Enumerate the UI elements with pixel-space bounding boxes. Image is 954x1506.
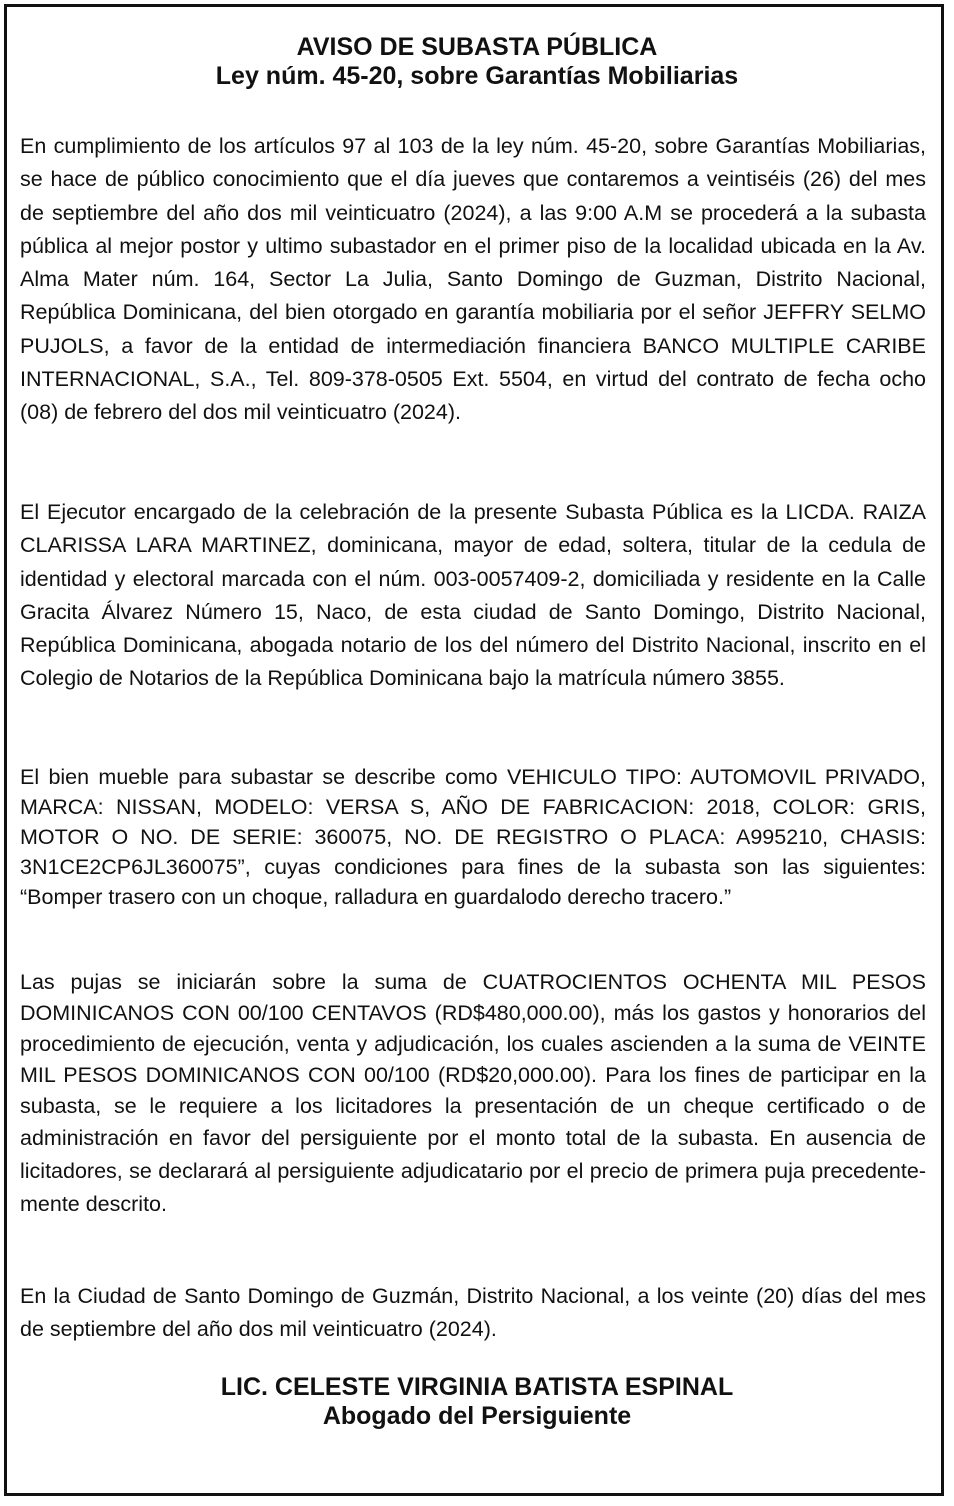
bidding-terms-continuation: del persiguiente por el monto total de la subasta. En ausencia de licitadores, se declarará al persiguiente adjudicatario por el precio de primera puja precedentemente descrito. bbox=[20, 1125, 926, 1217]
signature-role: Abogado del Persiguiente bbox=[322, 1402, 632, 1430]
paragraph-auction-announcement: En cumplimiento de los artículos 97 al 103 de la ley núm. 45-20, sobre Garantías Mobiliarias, se hace de público conocimiento que el día jueves que contaremos a veintiséis (26) del mes de septiembre del año dos mil veinticuatro (2024), a las 9:00 A.M se procederá a la subasta pública al mejor postor y ultimo subastador en el primer piso de la localidad ubicada en la Av. Alma Mater núm. 164, Sector La Julia, Santo Domingo de Guzman, Distrito Nacional, República Dominicana, del bien otorgado en garantía mobiliaria por el señor JEFFRY SELMO PUJOLS, a favor de la entidad de intermediación financiera BANCO MULTIPLE CARIBE INTERNACIONAL, S.A., Tel. 809-378-0505 Ext. 5504, en virtud del contrato de fecha ocho (08) de febrero del dos mil veinticuatro (2024). bbox=[20, 134, 926, 425]
paragraph-vehicle-description: El bien mueble para subastar se describe como VEHICULO TIPO: AUTOMOVIL PRIVADO, MARCA: NISSAN, MODELO: VERSA S, AÑO DE FABRICACION: 2018, COLOR: GRIS, MOTOR O NO. DE SERIE: 360075, NO. DE REGISTRO O PLACA: A995210, CHASIS: 3N1CE2CP6JL360075”, cuyas condiciones para fines de la subasta son las siguientes: “Bomper trasero con un choque, ralladura en guardalodo derecho tracero.” bbox=[20, 765, 926, 909]
signature-name: LIC. CELESTE VIRGINIA BATISTA ESPINAL bbox=[220, 1373, 734, 1401]
signature-block bbox=[0, 1373, 954, 1431]
paragraph-bidding-terms bbox=[20, 967, 926, 1221]
notice-title: AVISO DE SUBASTA PÚBLICA bbox=[296, 33, 658, 61]
notice-subtitle: Ley núm. 45-20, sobre Garantías Mobiliarias bbox=[215, 62, 739, 90]
bidding-terms-text: Las pujas se iniciarán sobre la suma de CUATROCIENTOS OCHENTA MIL PESOS DOMINICANOS CON 00/100 CENTAVOS (RD$480,000.00), más los gastos y honorarios del procedimiento de ejecución, venta y adjudicación, los cuales ascienden a la suma de VEINTE MIL PESOS DOMINICANOS CON 00/100 (RD$20,000.00). Para los fines de participar en la subasta, se le requiere a los licitadores la presentación de un cheque certificado o de administración en favor bbox=[20, 970, 926, 1150]
notice-header bbox=[0, 33, 954, 91]
paragraph-place-date: En la Ciudad de Santo Domingo de Guzmán, Distrito Nacional, a los veinte (20) días del mes de septiembre del año dos mil veinticuatro (2024). bbox=[20, 1284, 926, 1342]
paragraph-executor: El Ejecutor encargado de la celebración de la presente Subasta Pública es la LICDA. RAIZA CLARISSA LARA MARTINEZ, dominicana, mayor de edad, soltera, titular de la cedula de identidad y electoral marcada con el núm. 003-0057409-2, domiciliada y residente en la Calle Gracita Álvarez Número 15, Naco, de esta ciudad de Santo Domingo, Distrito Nacional, República Dominicana, abogada notario de los del número del Distrito Nacional, inscrito en el Colegio de Notarios de la República Dominicana bajo la matrícula número 3855. bbox=[20, 500, 926, 691]
